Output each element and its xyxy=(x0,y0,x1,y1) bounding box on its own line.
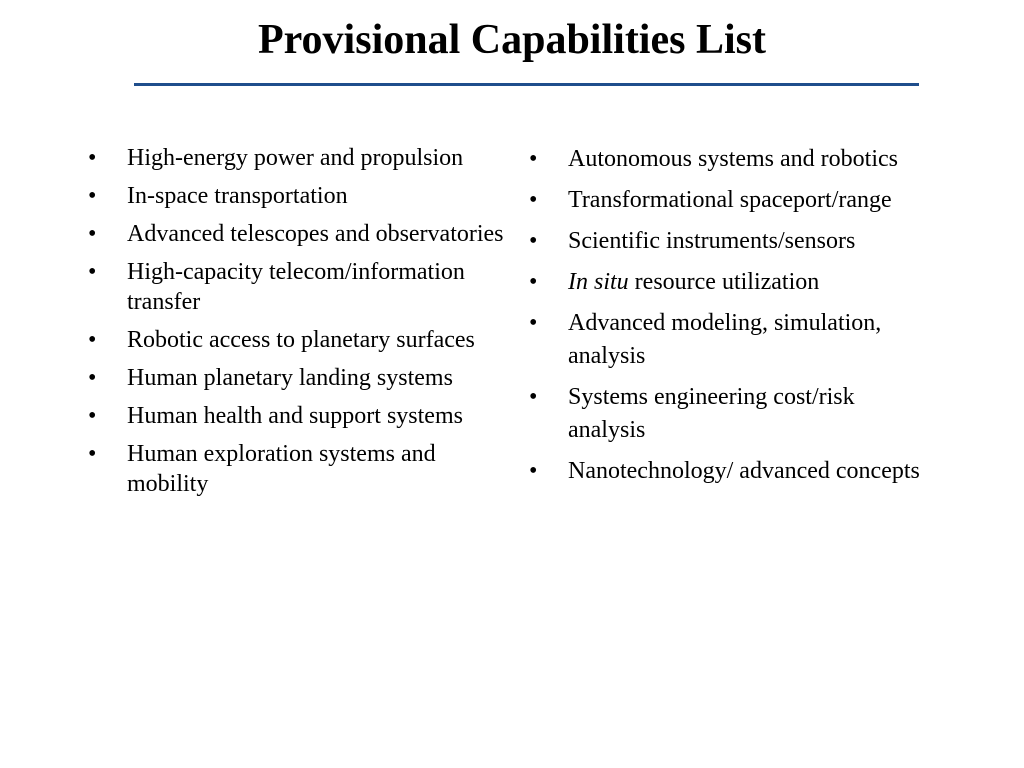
bullet-glyph: • xyxy=(529,458,538,484)
list-item-text: Human exploration systems and mobility xyxy=(127,441,436,497)
list-item-text: High-energy power and propulsion xyxy=(127,145,464,171)
list-item-text: In-space transportation xyxy=(127,183,348,209)
bullet-glyph: • xyxy=(529,384,538,410)
list-item-text: Advanced modeling, simulation, analysis xyxy=(568,310,882,369)
page-title: Provisional Capabilities List xyxy=(258,17,766,63)
bullet-glyph: • xyxy=(529,146,538,172)
bullet-glyph: • xyxy=(88,221,97,247)
list-item xyxy=(88,219,508,249)
list-item-text: Transformational spaceport/range xyxy=(568,187,892,213)
bullet-glyph: • xyxy=(529,310,538,336)
list-item-text: Advanced telescopes and observatories xyxy=(127,221,504,247)
italic-term: In situ xyxy=(568,269,629,295)
list-item-text xyxy=(568,269,819,295)
bullet-glyph: • xyxy=(88,365,97,391)
list-item xyxy=(88,181,508,211)
list-item-text: Scientific instruments/sensors xyxy=(568,228,856,254)
list-item xyxy=(88,401,508,431)
bullet-glyph: • xyxy=(529,228,538,254)
bullet-glyph: • xyxy=(88,403,97,429)
list-item-text: Nanotechnology/ advanced concepts xyxy=(568,458,920,484)
bullet-glyph: • xyxy=(88,441,97,467)
list-item xyxy=(529,225,924,258)
list-item xyxy=(529,184,924,217)
list-item xyxy=(88,143,508,173)
list-item xyxy=(88,363,508,393)
list-item xyxy=(88,439,508,499)
bullet-glyph: • xyxy=(88,183,97,209)
list-item-text: High-capacity telecom/information transfer xyxy=(127,259,465,315)
list-item xyxy=(529,143,924,176)
left-capability-list xyxy=(88,143,508,507)
list-item xyxy=(88,325,508,355)
list-item-text: Robotic access to planetary surfaces xyxy=(127,327,475,353)
list-item-text: Autonomous systems and robotics xyxy=(568,146,898,172)
bullet-glyph: • xyxy=(88,327,97,353)
list-item xyxy=(529,381,924,447)
bullet-glyph: • xyxy=(529,269,538,295)
right-capability-list xyxy=(529,143,924,496)
list-item-text: Human health and support systems xyxy=(127,403,463,429)
list-item-text: Systems engineering cost/risk analysis xyxy=(568,384,855,443)
list-item xyxy=(88,257,508,317)
title-underline xyxy=(134,83,919,86)
list-item-text: Human planetary landing systems xyxy=(127,365,453,391)
bullet-glyph: • xyxy=(529,187,538,213)
list-item xyxy=(529,307,924,373)
list-item-remainder: resource utilization xyxy=(628,269,820,295)
bullet-glyph: • xyxy=(88,145,97,171)
list-item xyxy=(529,266,924,299)
bullet-glyph: • xyxy=(88,259,97,285)
list-item xyxy=(529,455,924,488)
